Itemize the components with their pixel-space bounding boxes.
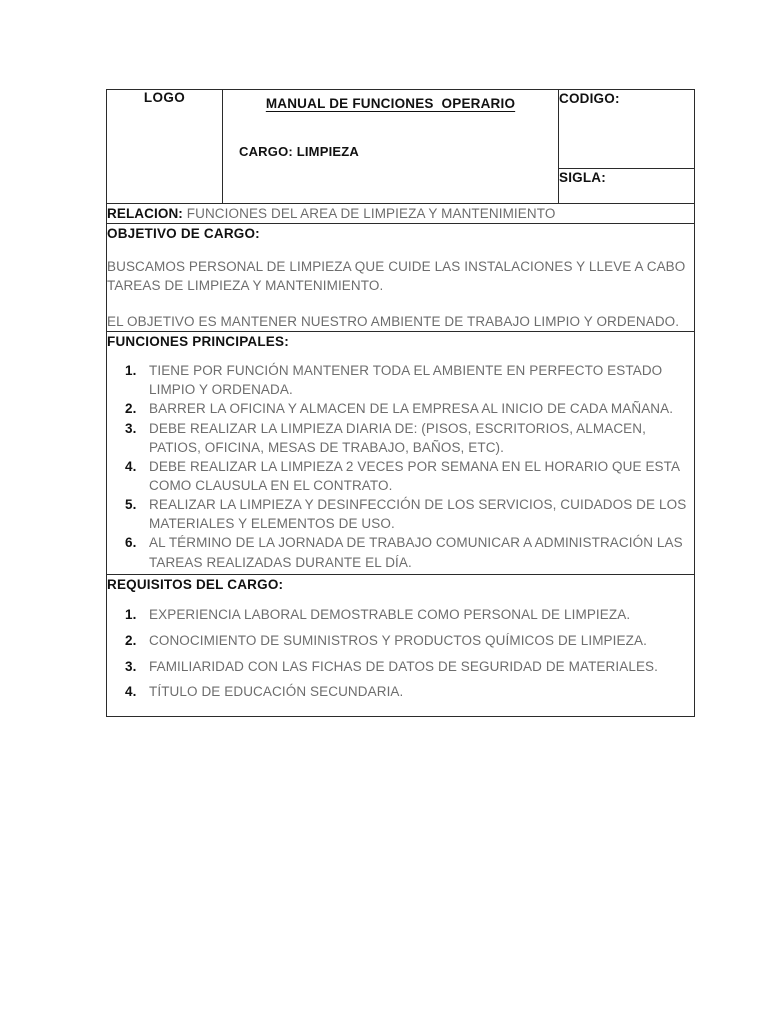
list-item-text: FAMILIARIDAD CON LAS FICHAS DE DATOS DE SEGURIDAD DE MATERIALES.	[149, 658, 658, 674]
requisitos-heading: REQUISITOS DEL CARGO:	[107, 576, 284, 592]
relacion-value: FUNCIONES DEL AREA DE LIMPIEZA Y MANTENIMIENTO	[182, 206, 556, 221]
manual-de-funciones-table	[106, 89, 695, 717]
cargo-line: CARGO: LIMPIEZA	[239, 144, 359, 159]
objetivo-cell	[107, 224, 695, 332]
list-item-number: 4.	[125, 458, 137, 474]
list-item-number: 4.	[125, 684, 137, 700]
objetivo-paragraph-1: BUSCAMOS PERSONAL DE LIMPIEZA QUE CUIDE LAS INSTALACIONES Y LLEVE A CABO TAREAS DE LIMPIEZA Y MANTENIMIENTO.	[107, 259, 686, 294]
list-item	[107, 399, 694, 418]
list-item-text: DEBE REALIZAR LA LIMPIEZA 2 VECES POR SEMANA EN EL HORARIO QUE ESTA COMO CLAUSULA EN EL CONTRATO.	[149, 458, 680, 493]
requisitos-cell	[107, 574, 695, 717]
list-item-text: BARRER LA OFICINA Y ALMACEN DE LA EMPRESA AL INICIO DE CADA MAÑANA.	[149, 401, 674, 417]
list-item-text: AL TÉRMINO DE LA JORNADA DE TRABAJO COMUNICAR A ADMINISTRACIÓN LAS TAREAS REALIZADAS DURANTE EL DÍA.	[149, 535, 683, 570]
sigla-cell	[559, 168, 695, 203]
list-item	[107, 361, 694, 399]
list-item-number: 5.	[125, 497, 137, 513]
list-item-text: TIENE POR FUNCIÓN MANTENER TODA EL AMBIENTE EN PERFECTO ESTADO LIMPIO Y ORDENADA.	[149, 363, 663, 398]
funciones-heading: FUNCIONES PRINCIPALES:	[107, 334, 289, 350]
funciones-list	[107, 361, 694, 572]
list-item-number: 2.	[125, 632, 137, 648]
relacion-label: RELACION:	[107, 206, 183, 221]
list-item-number: 6.	[125, 535, 137, 551]
list-item-text: CONOCIMIENTO DE SUMINISTROS Y PRODUCTOS QUÍMICOS DE LIMPIEZA.	[149, 632, 647, 648]
list-item-number: 2.	[125, 401, 137, 417]
list-item	[107, 495, 694, 533]
list-item	[107, 606, 694, 625]
relacion-cell	[107, 204, 695, 224]
list-item	[107, 658, 694, 677]
codigo-cell	[559, 90, 695, 169]
list-item-number: 1.	[125, 606, 137, 622]
page-title: MANUAL DE FUNCIONES OPERARIO	[265, 96, 516, 111]
funciones-row	[107, 332, 695, 575]
relacion-row	[107, 204, 695, 224]
requisitos-row	[107, 574, 695, 717]
list-item	[107, 419, 694, 457]
objetivo-row	[107, 224, 695, 332]
list-item	[107, 457, 694, 495]
list-item	[107, 533, 694, 571]
title-cell	[223, 90, 559, 204]
requisitos-list	[107, 606, 694, 703]
codigo-label: CODIGO:	[559, 91, 620, 106]
logo-cell: LOGO	[107, 90, 223, 204]
list-item	[107, 683, 694, 702]
header-row-codigo	[107, 90, 695, 169]
list-item-number: 3.	[125, 658, 137, 674]
list-item-text: REALIZAR LA LIMPIEZA Y DESINFECCIÓN DE LOS SERVICIOS, CUIDADOS DE LOS MATERIALES Y ELEMENTOS DE USO.	[149, 497, 687, 532]
list-item-text: EXPERIENCIA LABORAL DEMOSTRABLE COMO PERSONAL DE LIMPIEZA.	[149, 606, 631, 622]
objetivo-heading: OBJETIVO DE CARGO:	[107, 226, 260, 242]
sigla-label: SIGLA:	[559, 169, 606, 185]
list-item	[107, 632, 694, 651]
list-item-number: 3.	[125, 420, 137, 436]
list-item-text: TÍTULO DE EDUCACIÓN SECUNDARIA.	[149, 684, 404, 700]
funciones-cell	[107, 332, 695, 575]
list-item-text: DEBE REALIZAR LA LIMPIEZA DIARIA DE: (PISOS, ESCRITORIOS, ALMACEN, PATIOS, OFICINA, MESAS DE TRABAJO, BAÑOS, ETC).	[149, 420, 646, 455]
objetivo-paragraph-2: EL OBJETIVO ES MANTENER NUESTRO AMBIENTE DE TRABAJO LIMPIO Y ORDENADO.	[107, 313, 680, 329]
list-item-number: 1.	[125, 363, 137, 379]
